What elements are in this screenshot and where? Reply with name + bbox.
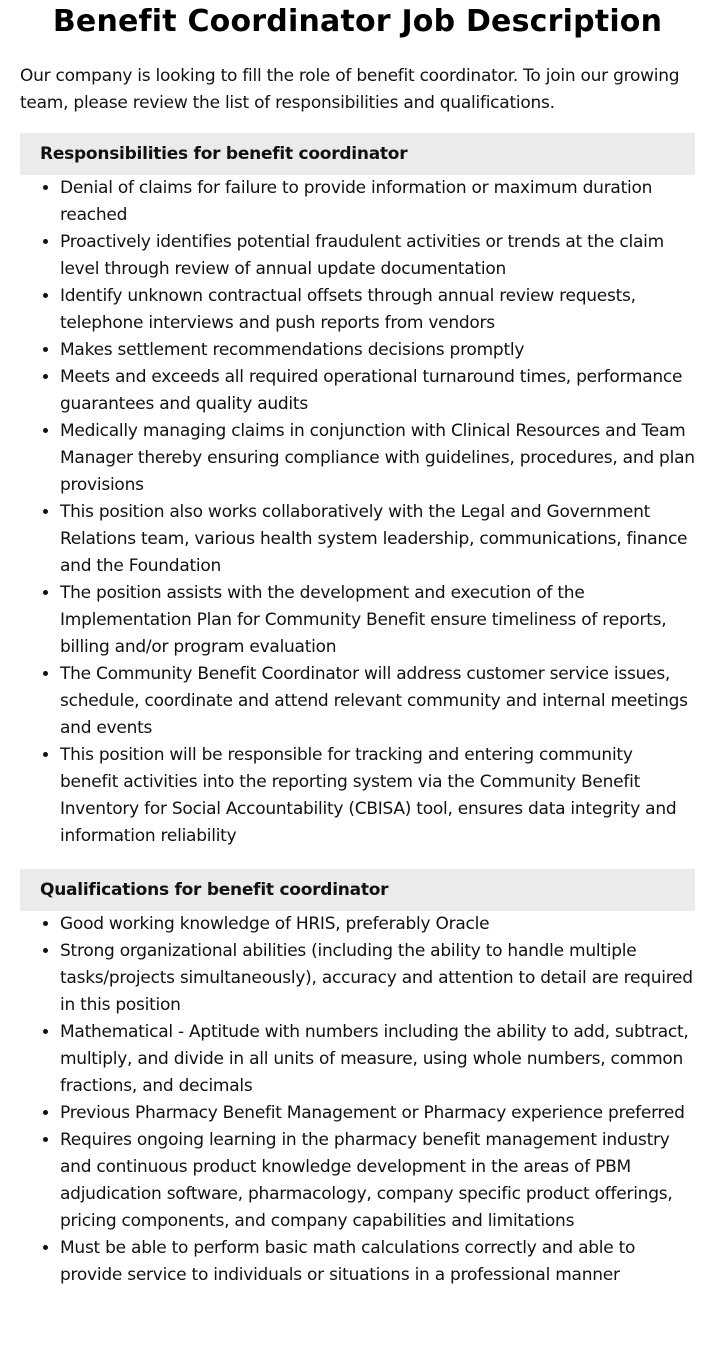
list-item: • Must be able to perform basic math calculations correctly and able to provide service to individuals or situations in a professional manner: [60, 1235, 695, 1289]
list-item: • Good working knowledge of HRIS, preferably Oracle: [60, 911, 695, 938]
page-title: Benefit Coordinator Job Description: [52, 4, 663, 39]
list-item: • This position will be responsible for tracking and entering community benefit activities into the reporting system via the Community Benefit Inventory for Social Accountability (CBISA) tool, ensures data integrity and information reliability: [60, 742, 695, 850]
list-item: • Meets and exceeds all required operational turnaround times, performance guarantees and quality audits: [60, 364, 695, 418]
qualifications-list: [20, 911, 695, 1289]
intro-paragraph: Our company is looking to fill the role of benefit coordinator. To join our growing team, please review the list of responsibilities and qualifications.: [20, 66, 680, 113]
responsibilities-list: [20, 175, 695, 850]
list-item: • Strong organizational abilities (including the ability to handle multiple tasks/projects simultaneously), accuracy and attention to detail are required in this position: [60, 938, 695, 1019]
list-item: • Medically managing claims in conjunction with Clinical Resources and Team Manager thereby ensuring compliance with guidelines, procedures, and plan provisions: [60, 418, 695, 499]
list-item: • Denial of claims for failure to provide information or maximum duration reached: [60, 175, 695, 229]
responsibilities-heading: Responsibilities for benefit coordinator: [20, 133, 695, 175]
list-item: • Makes settlement recommendations decisions promptly: [60, 337, 695, 364]
list-item: • The position assists with the development and execution of the Implementation Plan for Community Benefit ensure timeliness of reports, billing and/or program evaluation: [60, 580, 695, 661]
list-item: • Previous Pharmacy Benefit Management or Pharmacy experience preferred: [60, 1100, 695, 1127]
qualifications-heading: Qualifications for benefit coordinator: [20, 869, 695, 911]
list-item: • Proactively identifies potential fraudulent activities or trends at the claim level through review of annual update documentation: [60, 229, 695, 283]
list-item: • The Community Benefit Coordinator will address customer service issues, schedule, coordinate and attend relevant community and internal meetings and events: [60, 661, 695, 742]
list-item: • This position also works collaboratively with the Legal and Government Relations team, various health system leadership, communications, finance and the Foundation: [60, 499, 695, 580]
list-item: • Mathematical - Aptitude with numbers including the ability to add, subtract, multiply, and divide in all units of measure, using whole numbers, common fractions, and decimals: [60, 1019, 695, 1100]
list-item: • Requires ongoing learning in the pharmacy benefit management industry and continuous product knowledge development in the areas of PBM adjudication software, pharmacology, company specific product offerings, pricing components, and company capabilities and limitations: [60, 1127, 695, 1235]
list-item: • Identify unknown contractual offsets through annual review requests, telephone interviews and push reports from vendors: [60, 283, 695, 337]
